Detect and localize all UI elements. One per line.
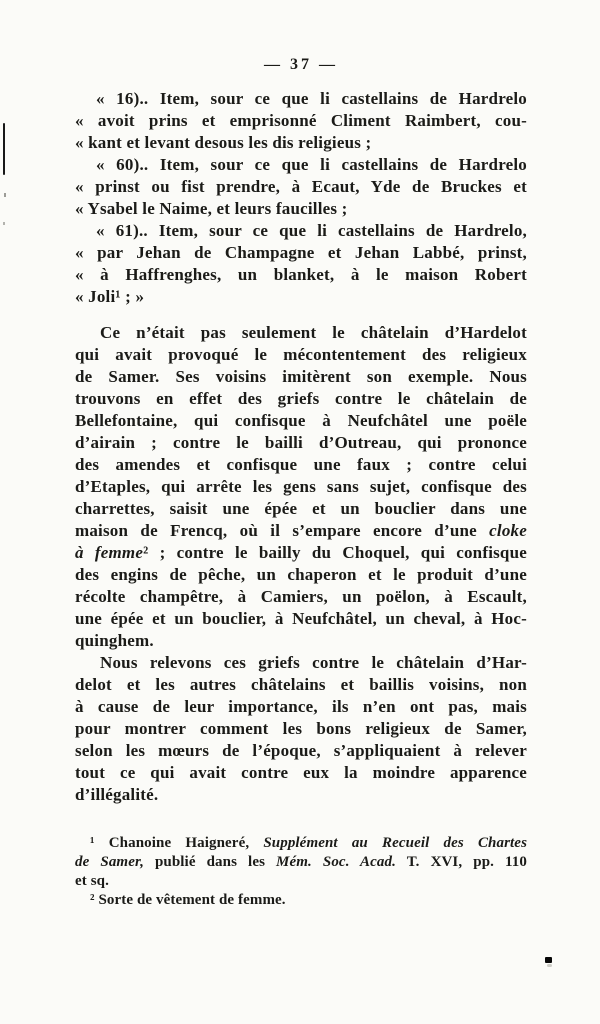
text-line: « par Jehan de Champagne et Jehan Labbé, prinst,: [75, 243, 527, 262]
page-number-header: — 37 —: [264, 56, 338, 73]
text-line: et sq.: [75, 873, 109, 889]
text-line: « à Haffrenghes, un blanket, à le maison Robert: [75, 265, 527, 284]
text-line: « kant et levant desous les dis religieus ;: [75, 133, 372, 152]
scan-artifact-speck: [4, 193, 6, 197]
text-line: Nous relevons ces griefs contre le châtelain d’Har-: [100, 653, 527, 672]
paragraph-2: [75, 652, 527, 806]
text-line: « 61).. Item, sour ce que li castellains de Hardrelo,: [96, 221, 527, 240]
text-line: selon les mœurs de l’époque, s’appliquaient à relever: [75, 741, 527, 760]
text-line: « avoit prins et emprisonné Climent Raimbert, cou-: [75, 111, 527, 130]
text-line: « prinst ou fist prendre, à Ecaut, Yde de Bruckes et: [75, 177, 527, 196]
text-line: des amendes et confisque une faux ; contre celui: [75, 455, 527, 474]
text-line: qui avait provoqué le mécontentement des religieux: [75, 345, 527, 364]
text-line: de Samer, publié dans les Mém. Soc. Acad. T. XVI, pp. 110: [75, 854, 527, 870]
quoted-charter-items: [75, 88, 527, 308]
text-line: Ce n’était pas seulement le châtelain d’Hardelot: [100, 323, 527, 342]
text-line: tout ce qui avait contre eux la moindre apparence: [75, 763, 527, 782]
text-line: « Ysabel le Naime, et leurs faucilles ;: [75, 199, 348, 218]
text-line: ² Sorte de vêtement de femme.: [90, 892, 286, 908]
text-line: à cause de leur importance, ils n’en ont pas, mais: [75, 697, 527, 716]
text-line: d’Etaples, qui arrête les gens sans sujet, confisque des: [75, 477, 527, 496]
text-line: des engins de pêche, un chaperon et le produit d’une: [75, 565, 527, 584]
text-line: pour montrer comment les bons religieux de Samer,: [75, 719, 527, 738]
text-line: une épée et un bouclier, à Neufchâtel, un cheval, à Hoc-: [75, 609, 527, 628]
text-line: maison de Frencq, où il s’empare encore d’une cloke: [75, 521, 527, 540]
text-line: de Samer. Ses voisins imitèrent son exemple. Nous: [75, 367, 527, 386]
text-line: quinghem.: [75, 631, 154, 650]
quote-item-61: [75, 220, 527, 308]
text-line: charrettes, saisit une épée et un bouclier dans une: [75, 499, 527, 518]
text-line: trouvons en effet des griefs contre le châtelain de: [75, 389, 527, 408]
text-line: récolte champêtre, à Camiers, un poëlon, à Escault,: [75, 587, 527, 606]
quote-item-16: [75, 88, 527, 154]
body-text: [75, 322, 527, 806]
footnote-2: [75, 891, 527, 910]
text-line: « 16).. Item, sour ce que li castellains de Hardrelo: [96, 89, 527, 108]
text-line: Bellefontaine, qui confisque à Neufchâtel une poële: [75, 411, 527, 430]
footnotes: [75, 834, 527, 910]
text-line: « 60).. Item, sour ce que li castellains de Hardrelo: [96, 155, 527, 174]
scan-artifact-ink-spot: [545, 957, 552, 963]
scan-artifact-speck: [3, 222, 5, 225]
text-line: « Joli¹ ; »: [75, 287, 145, 306]
text-line: à femme² ; contre le bailly du Choquel, qui confisque: [75, 543, 527, 562]
footnote-1: [75, 834, 527, 891]
text-line: d’airain ; contre le bailli d’Outreau, qui prononce: [75, 433, 527, 452]
quote-item-60: [75, 154, 527, 220]
paragraph-1: [75, 322, 527, 652]
text-line: ¹ Chanoine Haigneré, Supplément au Recueil des Chartes: [90, 835, 527, 851]
text-line: d’illégalité.: [75, 785, 159, 804]
scan-artifact-left-margin-line: [3, 123, 5, 175]
text-line: delot et les autres châtelains et baillis voisins, non: [75, 675, 527, 694]
scan-artifact-ink-shadow: [547, 964, 552, 967]
